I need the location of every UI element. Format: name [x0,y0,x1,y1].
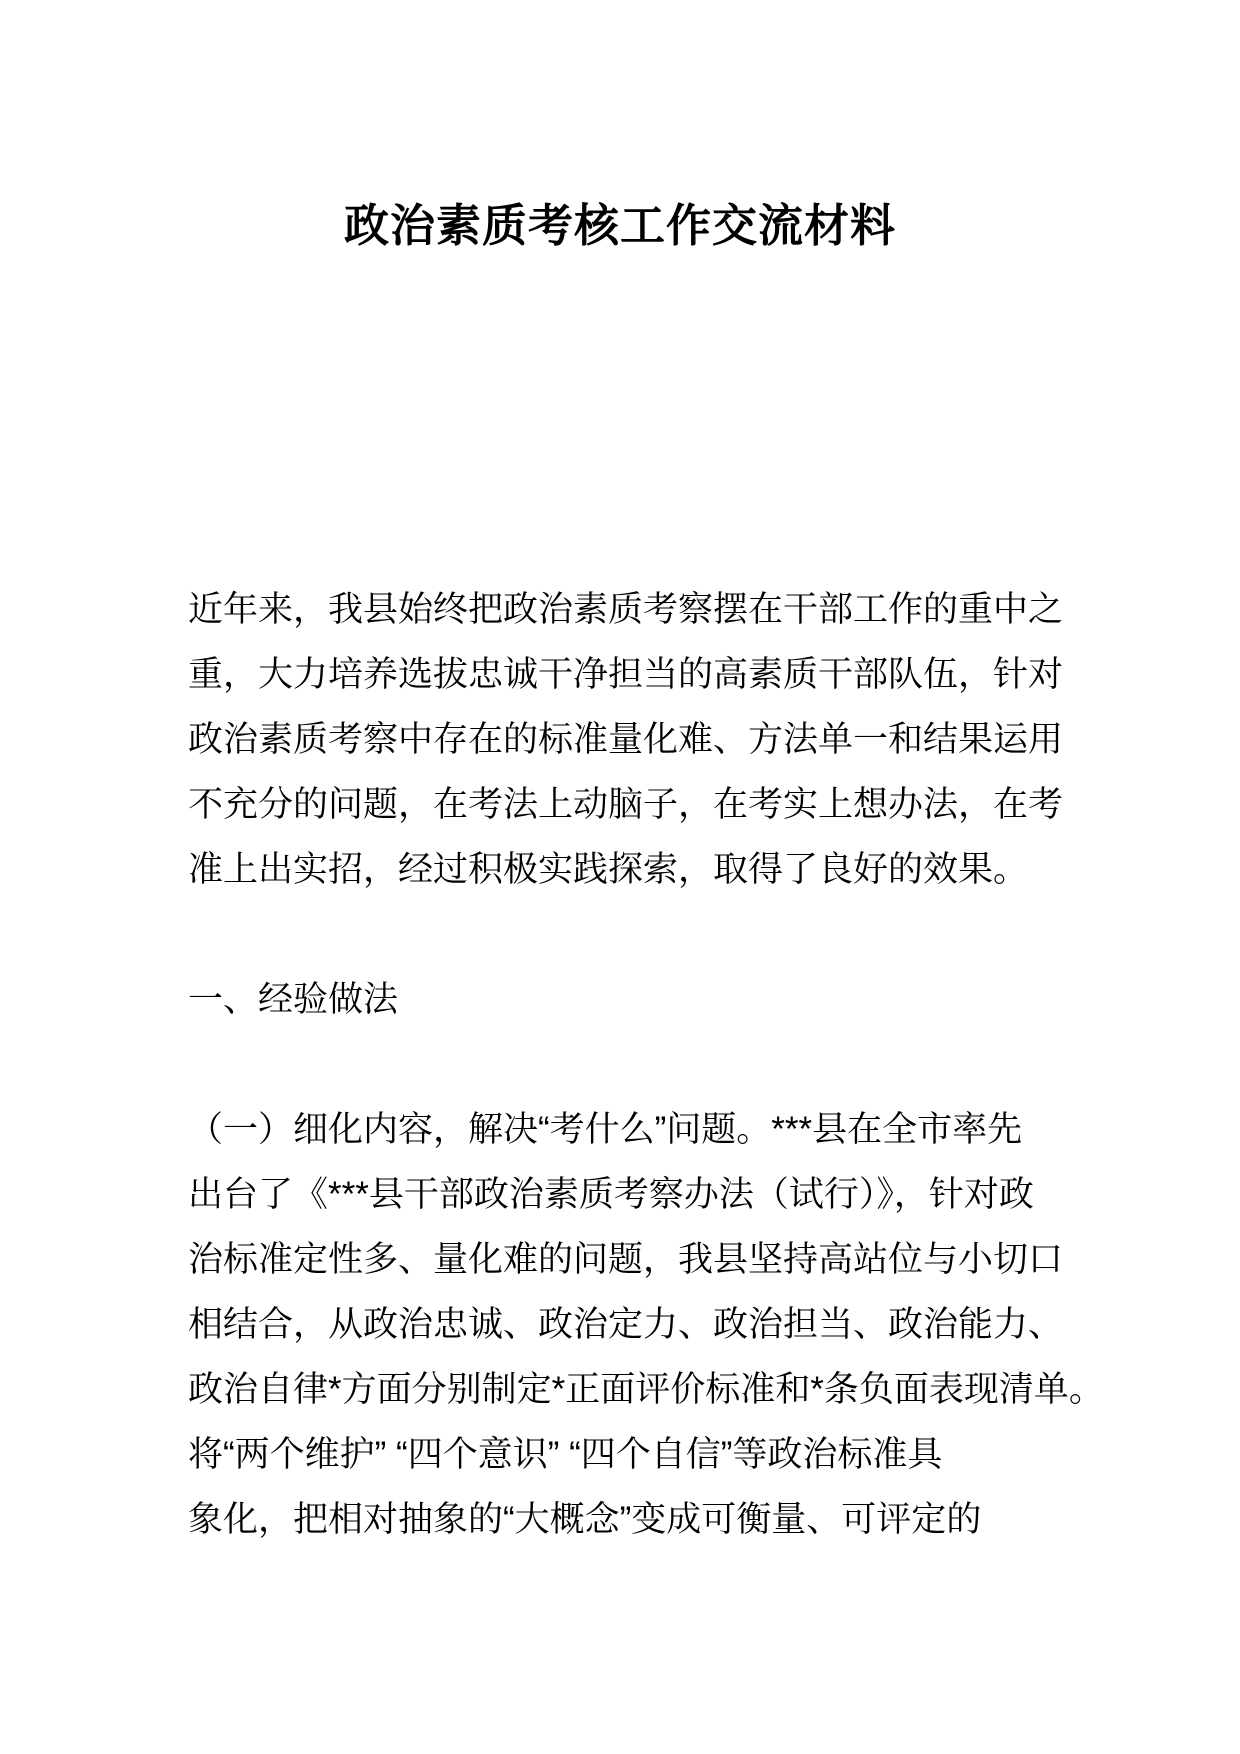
text-line: 准上出实招，经过积极实践探索，取得了良好的效果。 [188,850,1029,889]
text-line: （一）细化内容，解决“考什么”问题。***县在全市率先 [188,1110,1023,1149]
text-line: 相结合，从政治忠诚、政治定力、政治担当、政治能力、 [188,1305,1064,1344]
text-line: 将“两个维护” “四个意识” “四个自信”等政治标准具 [188,1435,943,1474]
text-line: 治标准定性多、量化难的问题，我县坚持高站位与小切口 [188,1240,1064,1279]
document-body [188,577,1104,1552]
text-line: 不充分的问题，在考法上动脑子，在考实上想办法，在考 [188,785,1064,824]
text-line: 重，大力培养选拔忠诚干净担当的高素质干部队伍，针对 [188,655,1064,694]
text-line: 近年来，我县始终把政治素质考察摆在干部工作的重中之 [188,590,1064,629]
document-title: 政治素质考核工作交流材料 [343,200,896,251]
text-line: 象化，把相对抽象的“大概念”变成可衡量、可评定的 [188,1500,982,1539]
intro-paragraph [188,577,1080,902]
section-heading-experience: 一、经验做法 [188,980,399,1019]
text-line: 出台了《***县干部政治素质考察办法（试行）》，针对政 [188,1175,1034,1214]
text-line: 政治素质考察中存在的标准量化难、方法单一和结果运用 [188,720,1064,759]
text-line: 政治自律*方面分别制定*正面评价标准和*条负面表现清单。 [188,1370,1104,1409]
section-1-paragraph [188,1097,1104,1552]
